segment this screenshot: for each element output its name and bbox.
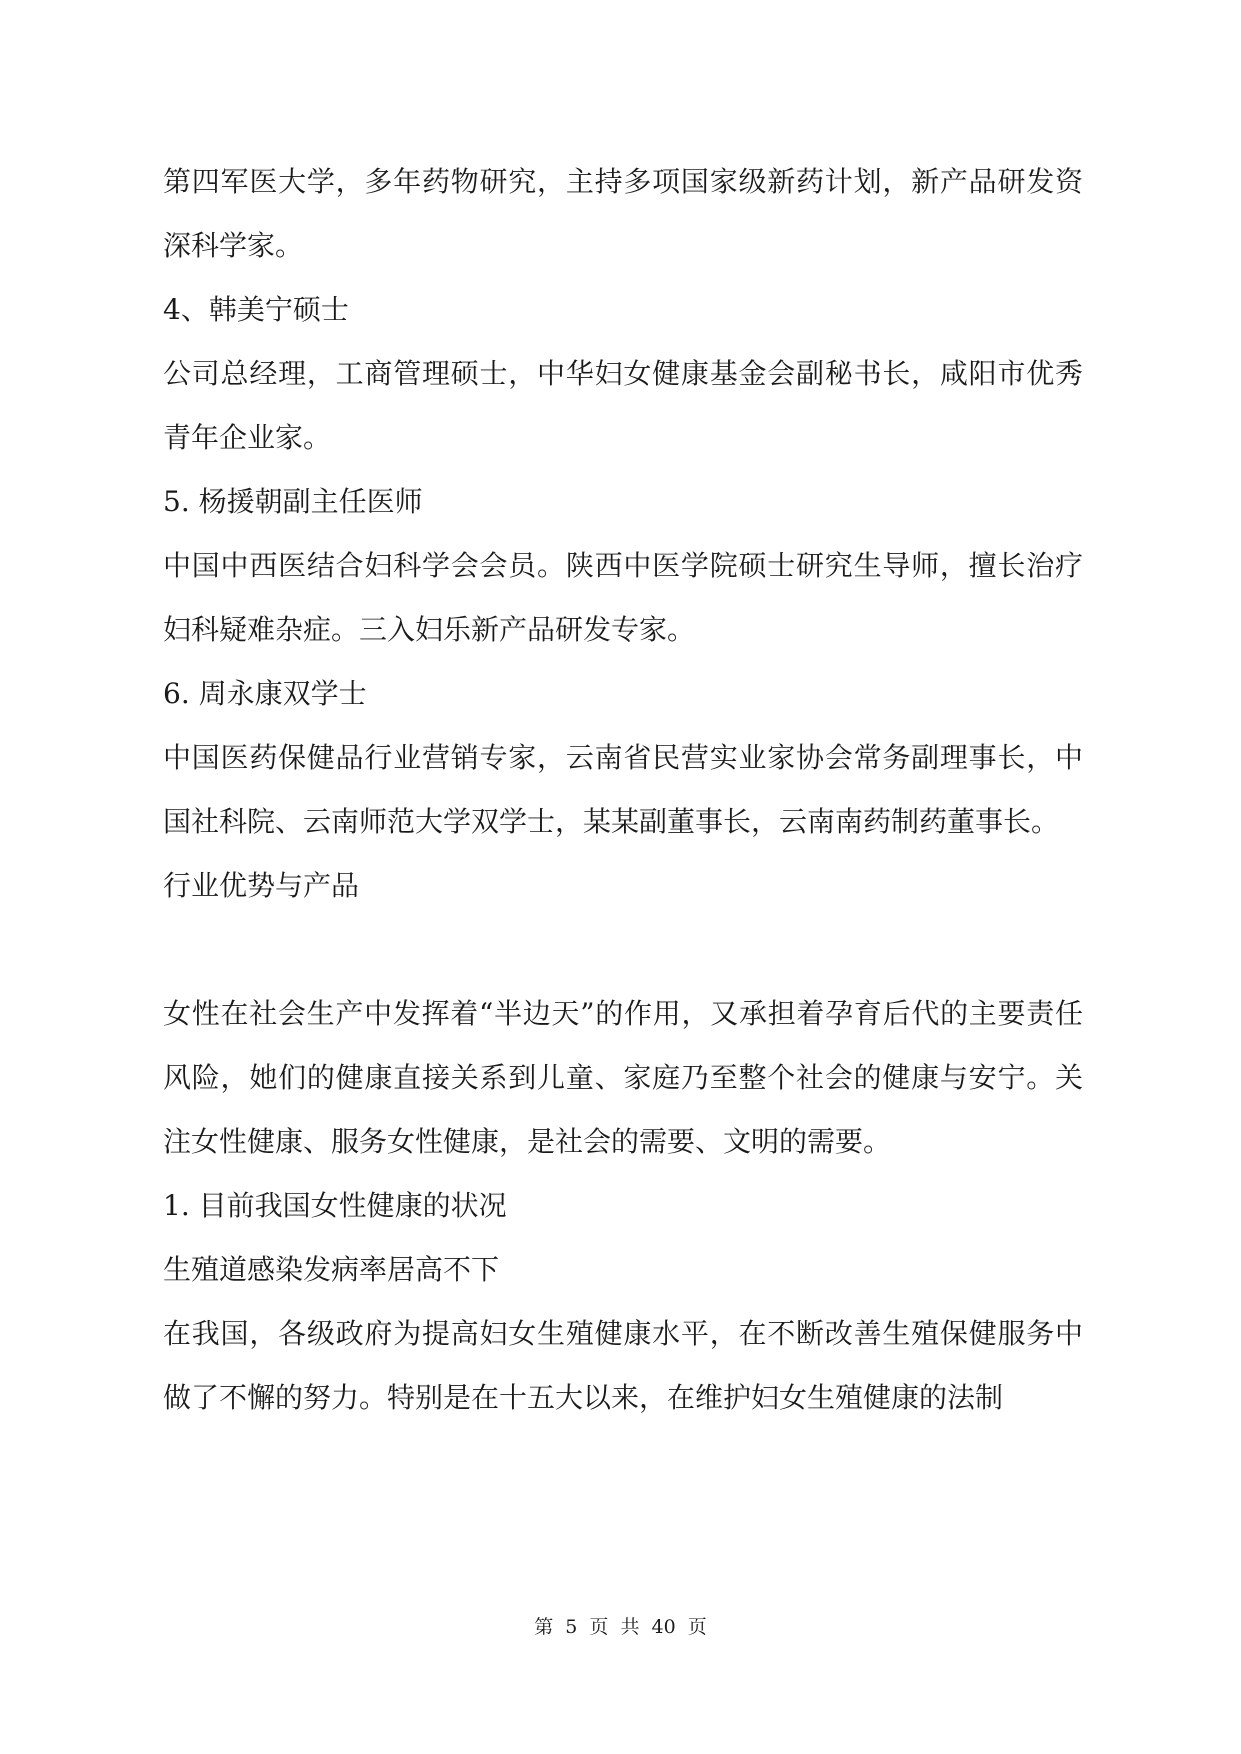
paragraph-han-meining-bio: 公司总经理，工商管理硕士，中华妇女健康基金会副秘书长，咸阳市优秀青年企业家。 <box>163 357 1083 454</box>
paragraph-scientist-bio: 第四军医大学，多年药物研究，主持多项国家级新药计划，新产品研发资深科学家。 <box>163 165 1083 262</box>
paragraph-women-role: 女性在社会生产中发挥着“半边天”的作用，又承担着孕育后代的主要责任风险，她们的健康直接关系到儿童、家庭乃至整个社会的健康与安宁。关注女性健康、服务女性健康，是社会的需要、文明的需要。 <box>163 997 1083 1158</box>
paragraph-yang-yuanchao-bio: 中国中西医结合妇科学会会员。陕西中医学院硕士研究生导师，擅长治疗妇科疑难杂症。三入妇乐新产品研发专家。 <box>163 549 1083 646</box>
blank-line <box>163 918 1083 982</box>
page-number-footer: 第 5 页 共 40 页 <box>534 1616 707 1638</box>
subheading-infection-rate: 生殖道感染发病率居高不下 <box>163 1253 500 1286</box>
paragraph-government-efforts: 在我国，各级政府为提高妇女生殖健康水平，在不断改善生殖保健服务中做了不懈的努力。特别是在十五大以来，在维护妇女生殖健康的法制 <box>163 1317 1083 1414</box>
section-heading-industry-advantage: 行业优势与产品 <box>163 869 360 902</box>
document-body <box>163 150 1083 1430</box>
heading-women-health-status: 1. 目前我国女性健康的状况 <box>163 1189 507 1222</box>
heading-yang-yuanchao: 5. 杨援朝副主任医师 <box>163 485 423 518</box>
paragraph-zhou-yongkang-bio: 中国医药保健品行业营销专家，云南省民营实业家协会常务副理事长，中国社科院、云南师范大学双学士，某某副董事长，云南南药制药董事长。 <box>163 741 1083 838</box>
heading-zhou-yongkang: 6. 周永康双学士 <box>163 677 367 710</box>
heading-han-meining: 4、韩美宁硕士 <box>163 293 349 326</box>
